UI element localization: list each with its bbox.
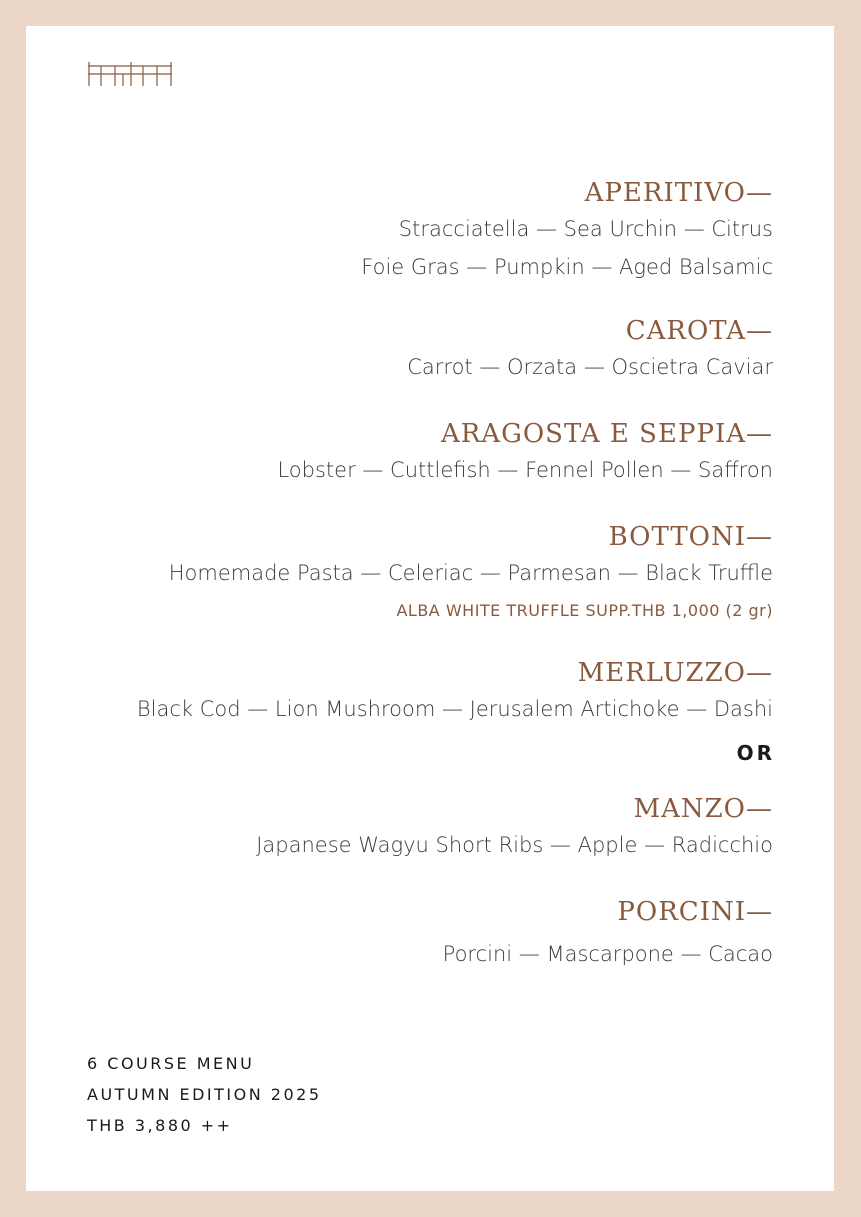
- course-title: BOTTONI—: [608, 522, 773, 552]
- course-manzo: [73, 792, 773, 864]
- course-title: MERLUZZO—: [577, 658, 773, 688]
- course-title: ARAGOSTA E SEPPIA—: [440, 419, 773, 449]
- course-title: APERITIVO—: [584, 178, 773, 208]
- course-aragosta-e-seppia: [73, 417, 773, 489]
- course-title: MANZO—: [633, 794, 773, 824]
- menu-courses: [73, 176, 773, 973]
- course-aperitivo: [73, 176, 773, 286]
- course-count: 6 COURSE MENU: [87, 1054, 255, 1073]
- course-dish: Black Cod — Lion Mushroom — Jerusalem Artichoke — Dashi: [136, 697, 773, 721]
- course-dish: Carrot — Orzata — Oscietra Caviar: [407, 355, 773, 379]
- course-merluzzo: [73, 656, 773, 728]
- course-dish: Foie Gras — Pumpkin — Aged Balsamic: [361, 255, 773, 279]
- course-dish: Stracciatella — Sea Urchin — Citrus: [398, 217, 773, 241]
- menu-card: [26, 26, 834, 1191]
- price-label: THB 3,880 ++: [87, 1116, 233, 1135]
- course-porcini: [73, 895, 773, 973]
- or-divider: OR: [736, 741, 775, 765]
- course-title: PORCINI—: [617, 897, 773, 927]
- course-dish: Lobster — Cuttlefish — Fennel Pollen — Saffron: [277, 458, 773, 482]
- course-bottoni: [73, 520, 773, 630]
- menu-footer: [87, 1048, 322, 1141]
- course-title: CAROTA—: [625, 316, 773, 346]
- restaurant-logo-icon: [87, 62, 173, 88]
- course-dish: Japanese Wagyu Short Ribs — Apple — Radicchio: [256, 833, 773, 857]
- supplement-note: ALBA WHITE TRUFFLE SUPP.THB 1,000 (2 gr): [396, 601, 773, 620]
- course-dish: Porcini — Mascarpone — Cacao: [442, 942, 773, 966]
- edition-label: AUTUMN EDITION 2025: [87, 1085, 322, 1104]
- course-carota: [73, 314, 773, 386]
- course-dish: Homemade Pasta — Celeriac — Parmesan — Black Truffle: [168, 561, 773, 585]
